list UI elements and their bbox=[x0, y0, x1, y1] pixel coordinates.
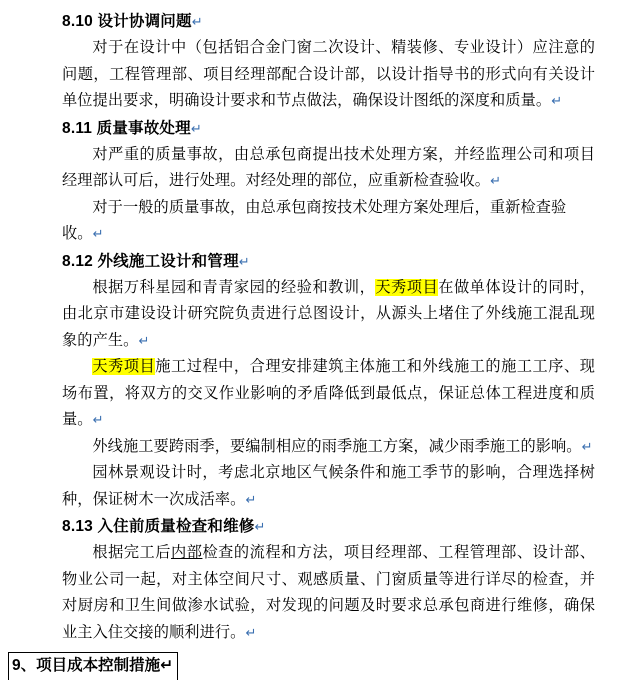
segment-text: 根据万科星园和青青家园的经验和教训， bbox=[92, 278, 376, 296]
paragraph-construction-sequence bbox=[62, 354, 595, 434]
segment-text: 检查的流程和方法，项目经理部、工程管理部、设计部、物业公司一起，对主体空间尺寸、观感质量、门窗质量等进行详尽的检查，并对厨房和卫生间做渗水试验，对发现的问题及时要求总承包商进行维修，确保业主入住交接的顺利进行。 bbox=[62, 544, 596, 641]
paragraph-pre-occupancy-inspection bbox=[62, 540, 595, 646]
final-heading-wrapper bbox=[0, 652, 595, 680]
paragraph-mark: ↵ bbox=[238, 253, 250, 269]
paragraph-general-quality-accident bbox=[62, 195, 595, 248]
paragraph-landscape-design bbox=[62, 460, 595, 513]
paragraph-mark: ↵ bbox=[92, 226, 104, 241]
underlined-text: 内部 bbox=[171, 544, 203, 561]
paragraph-external-line-design bbox=[62, 275, 595, 355]
paragraph-mark: ↵ bbox=[160, 657, 174, 674]
paragraph-mark: ↵ bbox=[490, 173, 502, 188]
paragraph-mark: ↵ bbox=[581, 438, 593, 454]
paragraph-rainy-season bbox=[62, 434, 595, 461]
heading-8-11-text: 8.11 质量事故处理 bbox=[62, 119, 191, 137]
paragraph-serious-quality-accident bbox=[62, 142, 595, 195]
heading-8-10 bbox=[62, 8, 595, 35]
paragraph-text: 外线施工要跨雨季，要编制相应的雨季施工方案，减少雨季施工的影响。 bbox=[92, 437, 582, 455]
paragraph-text: 园林景观设计时，考虑北京地区气候条件和施工季节的影响，合理选择树种，保证树木一次成活率。 bbox=[62, 464, 595, 508]
paragraph-mark: ↵ bbox=[551, 93, 563, 108]
heading-8-13 bbox=[62, 513, 595, 540]
paragraph-mark: ↵ bbox=[92, 412, 104, 427]
paragraph-mark: ↵ bbox=[254, 519, 266, 534]
paragraph-mark: ↵ bbox=[245, 624, 257, 640]
heading-8-12 bbox=[62, 248, 595, 275]
paragraph-design-coordination bbox=[62, 35, 595, 115]
paragraph-mark: ↵ bbox=[138, 332, 150, 348]
highlighted-project-name: 天秀项目 bbox=[92, 358, 156, 375]
segment-text: 在做单体设计的同时，由北京市建设设计研究院负责进行总图设计，从源头上堵住了外线施工混乱现象的产生。 bbox=[62, 278, 595, 349]
highlighted-project-name: 天秀项目 bbox=[375, 278, 439, 296]
heading-8-11 bbox=[62, 115, 595, 142]
paragraph-text: 对于一般的质量事故，由总承包商按技术处理方案处理后，重新检查验收。 bbox=[62, 198, 567, 242]
paragraph-text: 对严重的质量事故，由总承包商提出技术处理方案，并经监理公司和项目经理部认可后，进行处理。对经处理的部位，应重新检查验收。 bbox=[62, 145, 595, 189]
paragraph-mark: ↵ bbox=[191, 14, 203, 29]
paragraph-mark: ↵ bbox=[245, 491, 257, 507]
heading-section-9 bbox=[8, 652, 178, 680]
segment-text: 根据完工后 bbox=[92, 544, 171, 561]
segment-text: 施工过程中，合理安排建筑主体施工和外线施工的施工工序、现场布置，将双方的交叉作业影响的矛盾降低到最低点，保证总体工程进度和质量。 bbox=[62, 358, 595, 428]
paragraph-mark: ↵ bbox=[190, 120, 202, 136]
heading-8-12-text: 8.12 外线施工设计和管理 bbox=[62, 252, 239, 270]
heading-section-9-text: 9、项目成本控制措施 bbox=[12, 657, 161, 674]
heading-8-10-text: 8.10 设计协调问题 bbox=[62, 13, 192, 30]
paragraph-text: 对于在设计中（包括铝合金门窗二次设计、精装修、专业设计）应注意的问题，工程管理部、项目经理部配合设计部，以设计指导书的形式向有关设计单位提出要求，明确设计要求和节点做法，确保设计图纸的深度和质量。 bbox=[62, 39, 595, 109]
heading-8-13-text: 8.13 入住前质量检查和维修 bbox=[62, 518, 255, 535]
